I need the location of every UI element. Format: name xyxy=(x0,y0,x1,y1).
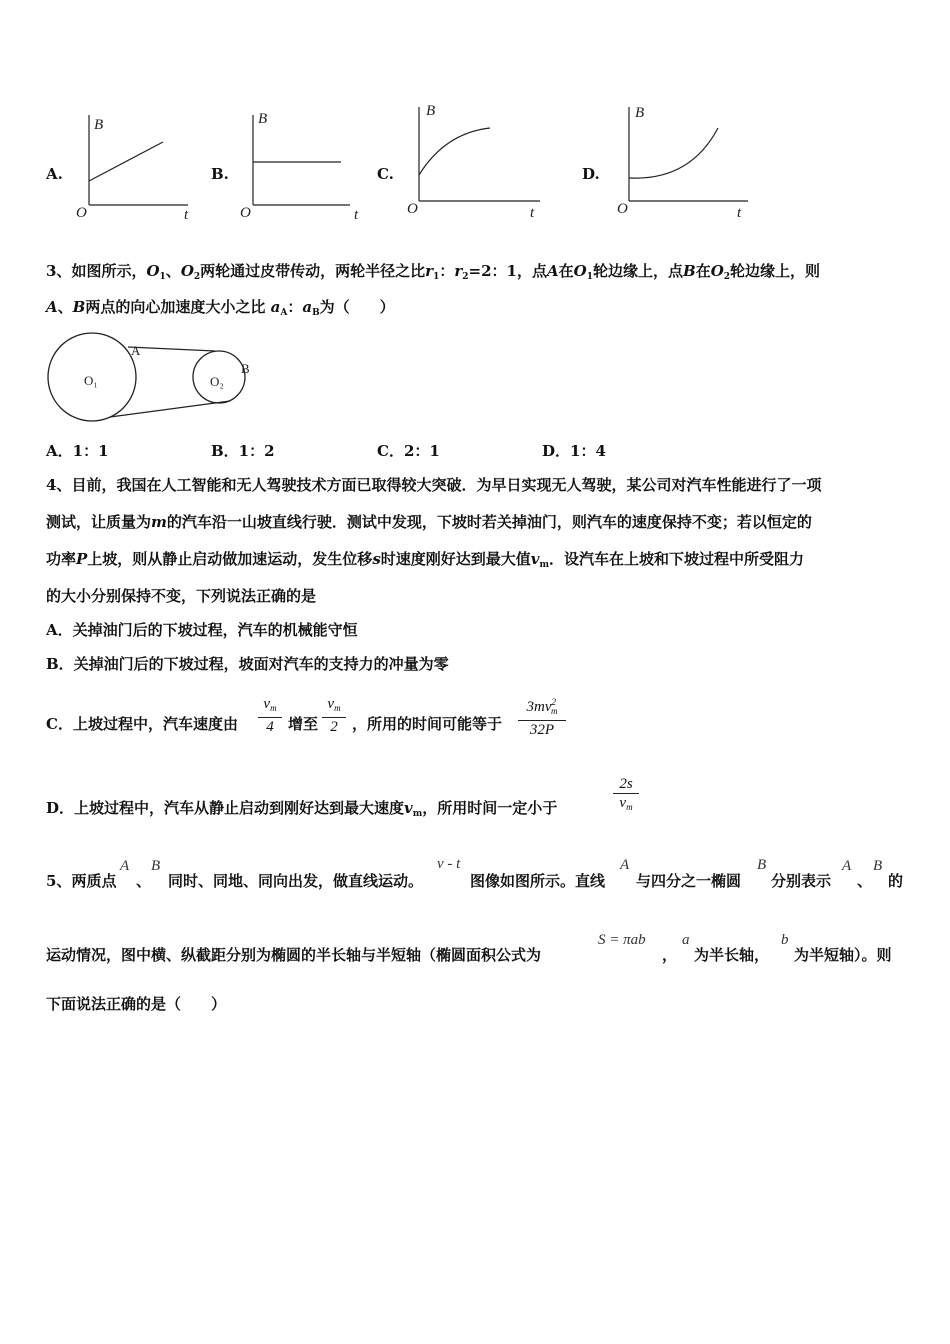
q4-frac-vm-over-4: $\frac{v_m}{4}$ xyxy=(258,695,282,736)
option-a-label: A. xyxy=(46,165,63,183)
graph-b-origin: O xyxy=(240,205,251,221)
graph-a-curve xyxy=(89,142,163,181)
q5-vt: v - t xyxy=(437,856,461,872)
graph-c-curve xyxy=(419,128,490,175)
q5-text-5: 分别表示 xyxy=(771,872,832,890)
q5-line2-text: 运动情况，图中横、纵截距分别为椭圆的半长轴与半短轴（椭圆面积公式为 xyxy=(46,946,542,964)
q3-choice-d: D．1：4 xyxy=(542,442,606,460)
q5-var-b: B xyxy=(151,858,161,874)
graph-d-xlabel: t xyxy=(737,205,742,221)
q5-var-a2: A xyxy=(620,857,630,873)
q5-var-b2: B xyxy=(757,857,767,873)
graph-a-origin: O xyxy=(76,205,87,221)
q4-option-d-text: D．上坡过程中，汽车从静止启动到刚好达到最大速度$v_m$，所用时间一定小于 xyxy=(46,799,558,819)
q5-formula: S = πab xyxy=(598,932,646,948)
q4-option-c-text: C．上坡过程中，汽车速度由 xyxy=(46,715,238,733)
belt-top xyxy=(128,347,215,351)
q5-text-4: 与四分之一椭圆 xyxy=(636,872,742,890)
option-c-label: C. xyxy=(377,165,394,183)
q3-line1: 3、如图所示，$O_1$、$O_2$两轮通过皮带传动，两轮半径之比$r_1$：$r_2=2$：1，点A在$O_1$轮边缘上，点B在$O_2$轮边缘上，则 xyxy=(46,262,821,282)
q5-var-b3: B xyxy=(873,858,883,874)
graph-a-ylabel: B xyxy=(94,117,104,133)
q5-sep2: 、 xyxy=(857,872,873,890)
graph-d-ylabel: B xyxy=(635,105,645,121)
q5-var-b-semi: b xyxy=(781,932,789,948)
q3-choice-b: B．1：2 xyxy=(211,442,275,460)
q5-text-7: 为半长轴， xyxy=(694,946,770,964)
q4-option-c-mid: 增至 xyxy=(288,715,319,733)
q4-option-b: B．关掉油门后的下坡过程，坡面对汽车的支持力的冲量为零 xyxy=(46,655,449,673)
q4-line1: 4、目前，我国在人工智能和无人驾驶技术方面已取得较大突破．为早日实现无人驾驶，某公司对汽车性能进行了一项 xyxy=(46,476,822,494)
point-b-label: B xyxy=(241,361,250,376)
belt-pulley-figure xyxy=(40,330,270,430)
graph-c-xlabel: t xyxy=(530,205,535,221)
option-b-label: B. xyxy=(211,165,229,183)
q5-comma: ， xyxy=(662,946,678,964)
graph-c-origin: O xyxy=(407,201,418,217)
graph-d-curve xyxy=(629,128,718,178)
q2-graphs-svg xyxy=(0,95,950,225)
graph-b-ylabel: B xyxy=(258,111,268,127)
q4-option-c-post: ，所用的时间可能等于 xyxy=(352,715,503,733)
q4-frac-3mv2-over-32p: $\frac{3mv^2_m}{32P}$ xyxy=(518,693,566,739)
q5-var-a3: A xyxy=(842,858,852,874)
q5-var-a-semi: a xyxy=(682,932,690,948)
q3-choice-c: C．2：1 xyxy=(377,442,440,460)
graph-b-xlabel: t xyxy=(354,207,359,223)
q4-line3: 功率P上坡，则从静止启动做加速运动，发生位移s时速度刚好达到最大值$v_m$．设汽车在上坡和下坡过程中所受阻力 xyxy=(46,550,805,570)
wheel-o2-label: O₂ xyxy=(210,374,224,389)
q4-option-a: A．关掉油门后的下坡过程，汽车的机械能守恒 xyxy=(46,621,358,639)
q4-line4: 的大小分别保持不变，下列说法正确的是 xyxy=(46,587,317,605)
q5-text-3: 图像如图所示。直线 xyxy=(470,872,606,890)
q5-text-2: 同时、同地、同向出发，做直线运动。 xyxy=(168,872,424,890)
q5-var-a: A xyxy=(120,858,130,874)
wheel-o1-label: O₁ xyxy=(84,373,98,388)
graph-c-ylabel: B xyxy=(426,103,436,119)
graph-d-origin: O xyxy=(617,201,628,217)
option-d-label: D. xyxy=(582,165,600,183)
point-a-label: A xyxy=(131,343,141,358)
graph-a-xlabel: t xyxy=(184,207,189,223)
q3-line2: A、B两点的向心加速度大小之比 $a_A$：$a_B$为（ ） xyxy=(46,298,395,318)
q4-line2: 测试，让质量为m的汽车沿一山坡直线行驶．测试中发现，下坡时若关掉油门，则汽车的速度保持不变；若以恒定的 xyxy=(46,513,812,531)
q3-choice-a: A．1：1 xyxy=(46,442,109,460)
q5-sep1: 、 xyxy=(136,872,152,890)
q5-text-6: 的 xyxy=(888,872,904,890)
q5-text-8: 为半短轴）。则 xyxy=(794,946,892,964)
q5-line1-start: 5、两质点 xyxy=(46,872,117,890)
q4-frac-2s-over-vm: $\frac{2s}{v_m}$ xyxy=(613,775,639,816)
q4-frac-vm-over-2: $\frac{v_m}{2}$ xyxy=(322,695,346,736)
q5-line3: 下面说法正确的是（ ） xyxy=(46,995,227,1013)
